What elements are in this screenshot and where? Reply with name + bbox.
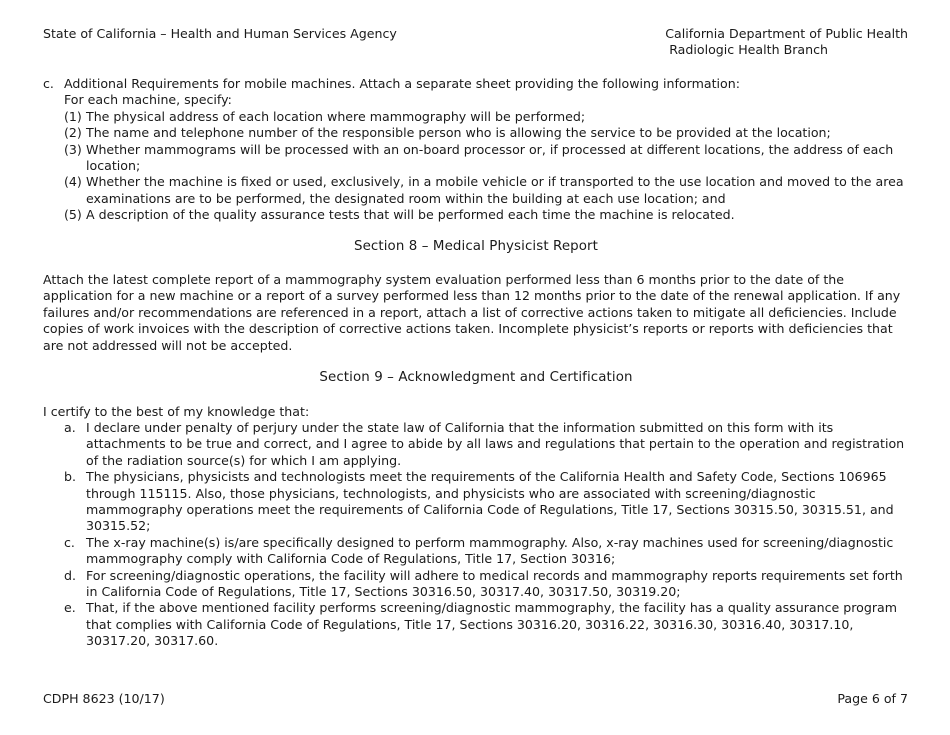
item-number: (4) [64,174,82,190]
list-item [43,568,909,601]
item-letter: b. [64,469,76,485]
item-letter: c. [64,534,75,550]
department-name: California Department of Public Health [665,26,908,41]
list-item [64,125,909,141]
item-text: The physicians, physicists and technologists meet the requirements of the California Health and Safety Code, Sections 106965 through 115115. Also, those physicians, technologists, and physicists who are associated with screening/diagnostic mammography operations meet the requirements of California Code of Regulations, Title 17, Sections 30315.50, 30315.51, and 30315.52; [86,469,894,534]
list-item [64,109,909,125]
item-text: Whether the machine is fixed or used, exclusively, in a mobile vehicle or if transported to the use location and moved to the area examinations are to be performed, the designated room within the building at each use location; and [86,174,904,206]
agency-header: State of California – Health and Human Services Agency [43,26,397,41]
department-header [665,26,908,59]
section-9-title: Section 9 – Acknowledgment and Certification [319,370,633,386]
list-item [64,207,909,223]
list-item [43,600,909,649]
list-item [43,469,909,535]
list-item [64,174,909,207]
section-8 [43,239,909,354]
item-sub-intro: For each machine, specify: [64,92,232,108]
item-text: For screening/diagnostic operations, the facility will adhere to medical records and mammography reports requirements set forth in California Code of Regulations, Title 17, Sections 30316.50, 30317.40, 30317.50, 30319.20; [86,567,903,599]
page-number: Page 6 of 7 [837,691,908,706]
form-id: CDPH 8623 (10/17) [43,691,165,706]
item-intro: Additional Requirements for mobile machines. Attach a separate sheet providing the following information: [64,76,740,91]
certification-intro: I certify to the best of my knowledge that: [43,403,310,419]
list-item [43,535,909,568]
branch-name: Radiologic Health Branch [669,42,828,58]
section-9 [43,370,909,650]
list-item [64,142,909,175]
item-text: Whether mammograms will be processed with an on-board processor or, if processed at different locations, the address of each location; [86,141,894,174]
item-text: The x-ray machine(s) is/are specifically designed to perform mammography. Also, x-ray machines used for screening/diagnostic mammography comply with California Code of Regulations, Title 17, Section 30316; [86,534,894,567]
item-number: (3) [64,141,82,157]
item-letter: d. [64,567,76,583]
item-letter: a. [64,419,76,435]
item-label: c. [43,76,54,91]
item-letter: e. [64,600,76,616]
page-content [43,76,909,650]
item-text: I declare under penalty of perjury under the state law of California that the information submitted on this form with its attachments to be true and correct, and I agree to abide by all laws and regulations that pertain to the operation and registration of the radiation source(s) for which I am applying. [86,419,905,468]
list-item [43,420,909,469]
item-text: That, if the above mentioned facility performs screening/diagnostic mammography, the facility has a quality assurance program that complies with California Code of Regulations, Title 17, Sections 30316.20, 30316.22, 30316.30, 30316.40, 30317.10, 30317.20, 30317.60. [86,600,898,649]
item-number: (2) [64,125,82,141]
certification-list [43,420,909,650]
section-8-body: Attach the latest complete report of a mammography system evaluation performed less than 6 months prior to the date of the application for a new machine or a report of a survey performed less than 12 months prior to the date of the renewal application. If any failures and/or recommendations are referenced in a report, attach a list of corrective actions taken to mitigate all deficiencies. Include copies of work invoices with the description of corrective actions taken. Incomplete physicist’s reports or reports with deficiencies that are not addressed will not be accepted. [43,272,901,353]
item-number: (5) [64,207,82,223]
section-8-title: Section 8 – Medical Physicist Report [353,238,599,254]
item-text: A description of the quality assurance tests that will be performed each time the machine is relocated. [86,207,735,223]
item-number: (1) [64,108,82,124]
item-text: The name and telephone number of the responsible person who is allowing the service to be provided at the location; [86,125,831,141]
item-text: The physical address of each location where mammography will be performed; [86,108,586,124]
mobile-machines-requirements [43,76,909,224]
mobile-requirements-list [64,109,909,224]
